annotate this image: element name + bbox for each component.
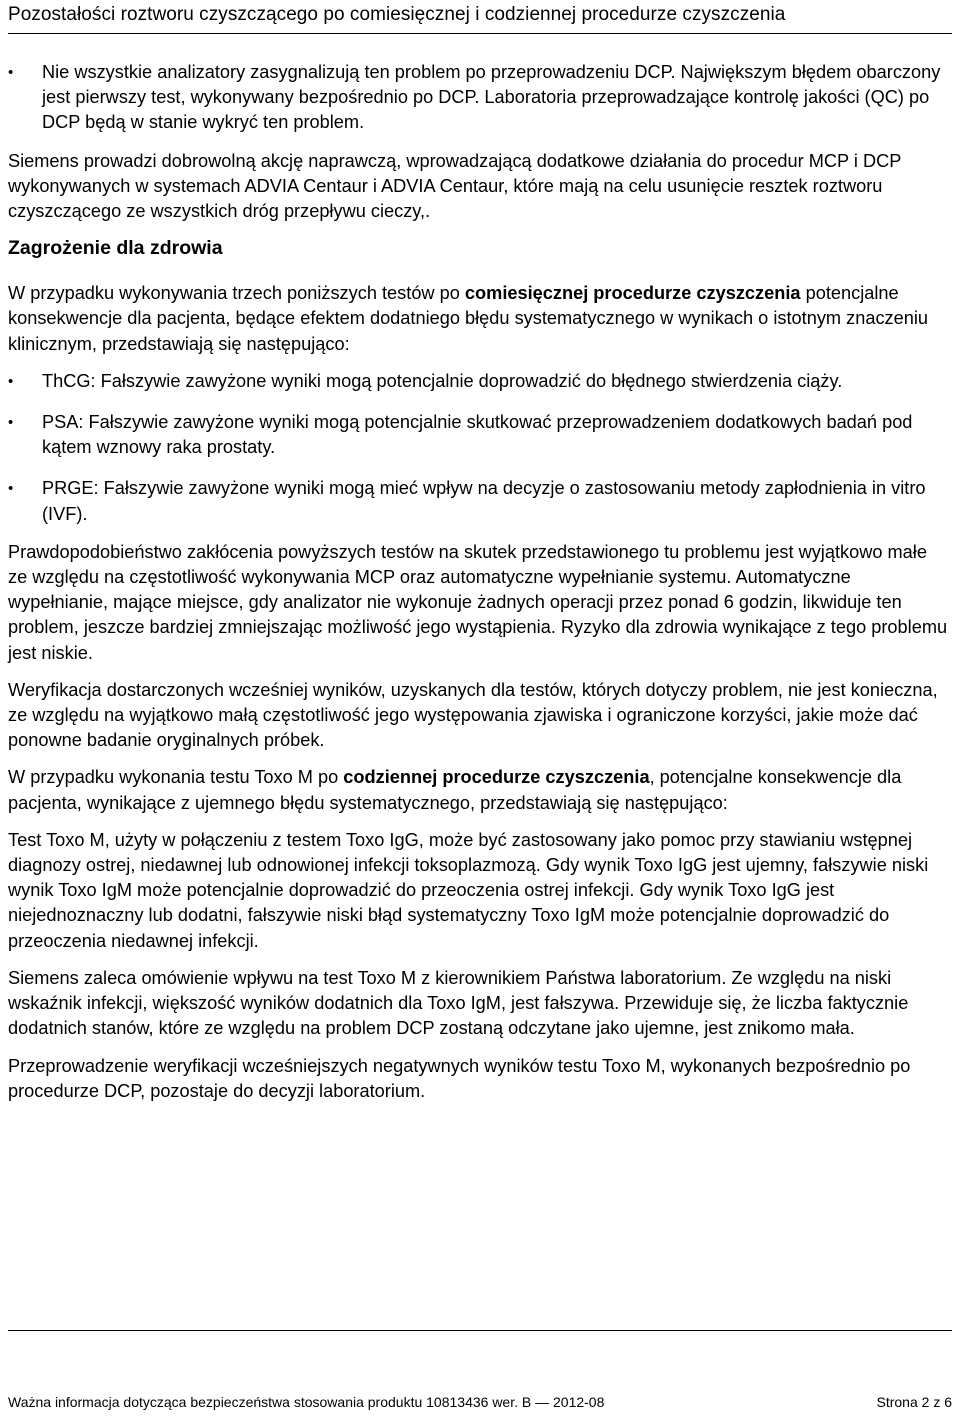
paragraph-text: W przypadku wykonywania trzech poniższych testów po (8, 283, 465, 304)
health-risk-intro-paragraph (8, 281, 948, 357)
footer-document-info: Ważna informacja dotycząca bezpieczeństwa stosowania produktu 10813436 wer. B — 2012-08 (8, 1394, 605, 1410)
emphasis-monthly-procedure: comiesięcznej procedurze czyszczenia (464, 283, 801, 304)
probability-paragraph: Prawdopodobieństwo zakłócenia powyższych testów na skutek przedstawionego tu problemu jest wyjątkowo małe ze względu na częstotliwość wykonywania MCP oraz automatyczne wypełnianie systemu. Automatyczne wypełnianie, mające miejsce, gdy analizator nie wykonuje żadnych operacji przez ponad 6 godzin, likwiduje ten problem, jeszcze bardziej zmniejszając możliwość jego wystąpienia. Ryzyko dla zdrowia wynikające z tego problemu jest niskie. (8, 541, 948, 663)
bullet-dot-icon: • (8, 64, 14, 81)
health-risk-heading: Zagrożenie dla zdrowia (8, 237, 223, 260)
footer-divider (8, 1330, 952, 1331)
page-number: Strona 2 z 6 (876, 1394, 952, 1410)
list-item-text: ThCG: Fałszywie zawyżone wyniki mogą potencjalnie doprowadzić do błędnego stwierdzenia ciąży. (42, 370, 843, 391)
list-item (8, 410, 948, 460)
paragraph-text: W przypadku wykonania testu Toxo M po (8, 767, 344, 788)
list-item (8, 476, 948, 526)
bullet-dot-icon: • (8, 372, 14, 390)
list-item (8, 60, 948, 136)
list-item-text: PSA: Fałszywie zawyżone wyniki mogą potencjalnie skutkować przeprowadzeniem dodatkowych badań pod kątem wznowy raka prostaty. (42, 412, 913, 458)
corrective-action-paragraph: Siemens prowadzi dobrowolną akcję naprawczą, wprowadzającą dodatkowe działania do procedur MCP i DCP wykonywanych w systemach ADVIA Centaur i ADVIA Centaur, które mają na celu usunięcie resztek roztworu czyszczącego ze wszystkich dróg przepływu cieczy,. (8, 150, 902, 222)
list-item-text: PRGE: Fałszywie zawyżone wyniki mogą mieć wpływ na decyzje o zastosowaniu metody zapłodnienia in vitro (IVF). (42, 478, 926, 524)
bullet-dot-icon: • (8, 480, 14, 498)
affected-tests-list (8, 369, 948, 527)
intro-bullet-text: Nie wszystkie analizatory zasygnalizują ten problem po przeprowadzeniu DCP. Największym błędem obarczony jest pierwszy test, wykonywany bezpośrednio po DCP. Laboratoria przeprowadzające kontrolę jakości (QC) po DCP będą w stanie wykryć ten problem. (42, 62, 941, 133)
bullet-dot-icon: • (8, 414, 14, 432)
recommendation-paragraph: Siemens zaleca omówienie wpływu na test Toxo M z kierownikiem Państwa laboratorium. Ze względu na niski wskaźnik infekcji, większość wyników dodatnich dla Toxo IgM, jest fałszywa. Przewiduje się, że liczba faktycznie dodatnich stanów, które ze względu na problem DCP zostaną odczytane jako ujemne, jest znikomo mała. (8, 967, 909, 1039)
daily-procedure-paragraph (8, 765, 948, 815)
toxo-m-paragraph: Test Toxo M, użyty w połączeniu z testem Toxo IgG, może być zastosowany jako pomoc przy stawianiu wstępnej diagnozy ostrej, niedawnej lub odnowionej infekcji toksoplazmozą. Gdy wynik Toxo IgG jest ujemny, fałszywie niski wynik Toxo IgM może potencjalnie doprowadzić do przeoczenia ostrej infekcji. Gdy wynik Toxo IgG jest niejednoznaczny lub dodatni, fałszywie niski błąd systematyczny Toxo IgM może potencjalnie doprowadzić do przeoczenia niedawnej infekcji. (8, 829, 929, 951)
document-body (8, 60, 948, 1116)
emphasis-daily-procedure: codziennej procedurze czyszczenia (343, 767, 650, 788)
intro-bullet-list (8, 60, 948, 136)
paragraph-text: , potencjalne konsekwencje dla pacjenta, wynikające z ujemnego błędu systematycznego, przedstawiają się następująco: (8, 767, 902, 813)
paragraph-text: potencjalne konsekwencje dla pacjenta, będące efektem dodatniego błędu systematycznego w wynikach o istotnym znaczeniu klinicznym, przedstawiają się następująco: (8, 283, 929, 354)
laboratory-decision-paragraph: Przeprowadzenie weryfikacji wcześniejszych negatywnych wyników testu Toxo M, wykonanych bezpośrednio po procedurze DCP, pozostaje do decyzji laboratorium. (8, 1055, 911, 1101)
verification-paragraph: Weryfikacja dostarczonych wcześniej wyników, uzyskanych dla testów, których dotyczy problem, nie jest konieczna, ze względu na wyjątkowo małą częstotliwość jego występowania zjawiska i ograniczone korzyści, jakie może dać ponowne badanie oryginalnych próbek. (8, 679, 938, 751)
list-item (8, 369, 948, 394)
header-divider (8, 33, 952, 34)
page-header-title: Pozostałości roztworu czyszczącego po comiesięcznej i codziennej procedurze czyszczenia (8, 4, 786, 25)
